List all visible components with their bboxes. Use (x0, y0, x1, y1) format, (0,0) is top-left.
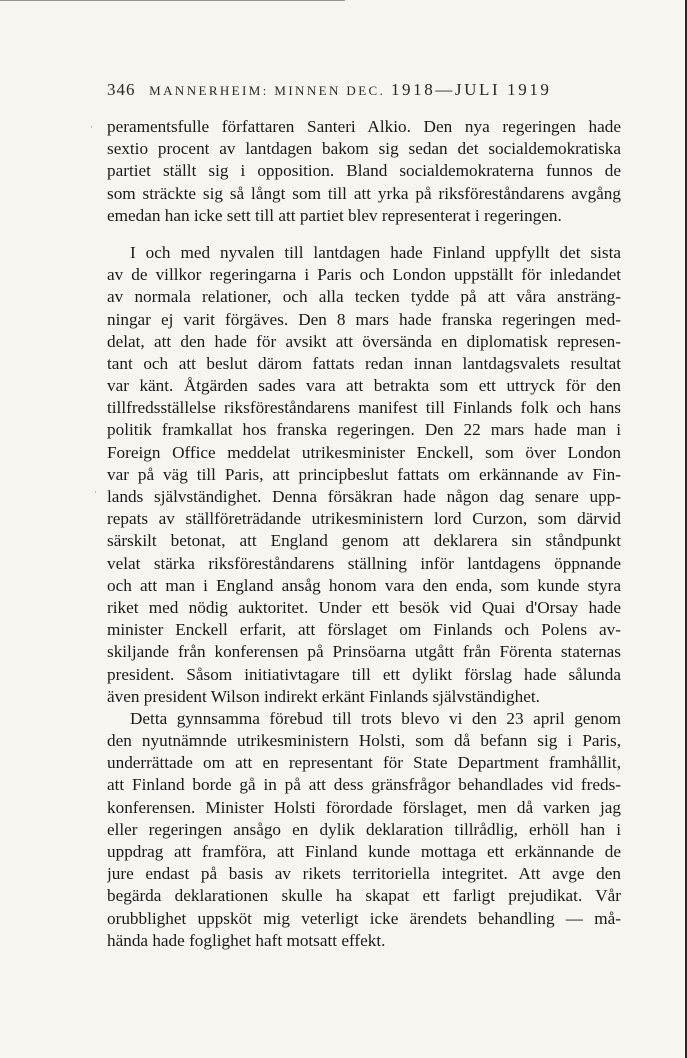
text-line: skiljande från konferensen på Prinsöarna utgått från Förenta staternas (107, 642, 621, 662)
text-line: emedan han icke sett till att partiet blev representerat i regeringen. (107, 205, 562, 225)
text-line: ningar ej varit förgäves. Den 8 mars hade franska regeringen med- (107, 309, 621, 329)
text-line: peramentsfulle författaren Santeri Alkio. Den nya regeringen hade (107, 117, 621, 136)
text-line: av de villkor regeringarna i Paris och London uppställt för inledandet (107, 265, 621, 285)
text-line: särskilt betonat, att England genom att deklarera sin ståndpunkt (107, 531, 621, 551)
margin-speck: · (94, 487, 97, 497)
text-line: var på väg till Paris, att principbeslut fattats om erkännande av Fin- (107, 464, 621, 484)
text-line: och att man i England ansåg honom vara den enda, som kunde styra (107, 575, 621, 595)
book-title: MANNERHEIM: MINNEN (149, 83, 341, 98)
text-line: jure endast på basis av rikets territoriella integritet. Att avge den (107, 864, 621, 884)
text-line: orubblighet uppsköt mig veterligt icke ärendets behandling — må- (107, 908, 621, 928)
text-line: den nyutnämnde utrikesministern Holsti, som då befann sig i Paris, (107, 731, 621, 751)
text-line: hända hade foglighet haft motsatt effekt. (107, 930, 386, 950)
text-line: begärda deklarationen skulle ha skapat ett farligt prejudikat. Vår (107, 886, 621, 906)
text-line: partiet ställt sig i opposition. Bland socialdemokraterna funnos de (107, 161, 621, 181)
text-line: konferensen. Minister Holsti förordade förslaget, men då varken jag (107, 797, 621, 817)
body-text (107, 116, 621, 952)
text-line: som sträckte sig så långt som till att yrka på riksföreståndarens avgång (107, 183, 621, 203)
paragraph (107, 708, 621, 952)
text-line: repats av ställföreträdande utrikesministern lord Curzon, som därvid (107, 509, 621, 529)
text-line: Detta gynnsamma förebud till trots blevo vi den 23 april genom (130, 708, 621, 728)
text-line: eller regeringen ansågo en dylik deklaration tillrådlig, erhöll han i (107, 819, 621, 839)
text-line: uppdrag att framföra, att Finland kunde mottaga ett erkännande de (107, 842, 621, 861)
period-prefix: DEC. (346, 83, 386, 98)
text-line: av normala relationer, och alla tecken tydde på att våra ansträng- (107, 287, 621, 307)
text-line: velat stärka riksföreståndarens ställning inför lantdagens öppnande (107, 553, 621, 573)
margin-speck: · (90, 122, 93, 132)
paragraph (107, 116, 621, 227)
text-line: I och med nyvalen till lantdagen hade Finland uppfyllt det sista (130, 242, 621, 262)
page-number: 346 (107, 80, 136, 99)
text-line: sextio procent av lantdagen bakom sig sedan det socialdemokratiska (107, 139, 621, 159)
text-line: lands självständighet. Denna försäkran hade någon dag senare upp- (107, 487, 621, 506)
period-dates: 1918—JULI 1919 (390, 80, 552, 99)
text-line: att Finland borde gå in på att dess gränsfrågor behandlades vid freds- (107, 775, 621, 795)
text-line: även president Wilson indirekt erkänt Finlands självständighet. (107, 686, 540, 706)
text-line: president. Såsom initiativtagare till ett dylikt förslag hade sålunda (107, 664, 621, 684)
text-line: var känt. Åtgärden sades vara att betrakta som ett uttryck för den (107, 376, 621, 396)
running-head (107, 80, 621, 102)
text-line: riket med nödig auktoritet. Under ett besök vid Quai d'Orsay hade (107, 597, 621, 617)
text-line: delat, att den hade för avsikt att översända en diplomatisk represen- (107, 331, 621, 351)
text-line: tillfredsställelse riksföreståndarens manifest till Finlands folk och hans (107, 398, 621, 418)
text-line: minister Enckell erfarit, att förslaget om Finlands och Polens av- (107, 620, 621, 640)
text-line: underrättade om att en representant för State Department framhållit, (107, 753, 621, 773)
text-line: tant och att beslut därom fattats redan innan lantdagsvalets resultat (107, 353, 621, 373)
paragraph (107, 242, 621, 708)
top-edge-rule (0, 0, 345, 1)
text-line: Foreign Office meddelat utrikesminister Enckell, som över London (107, 442, 621, 462)
text-line: politik framkallat hos franska regeringen. Den 22 mars hade man i (107, 420, 621, 440)
